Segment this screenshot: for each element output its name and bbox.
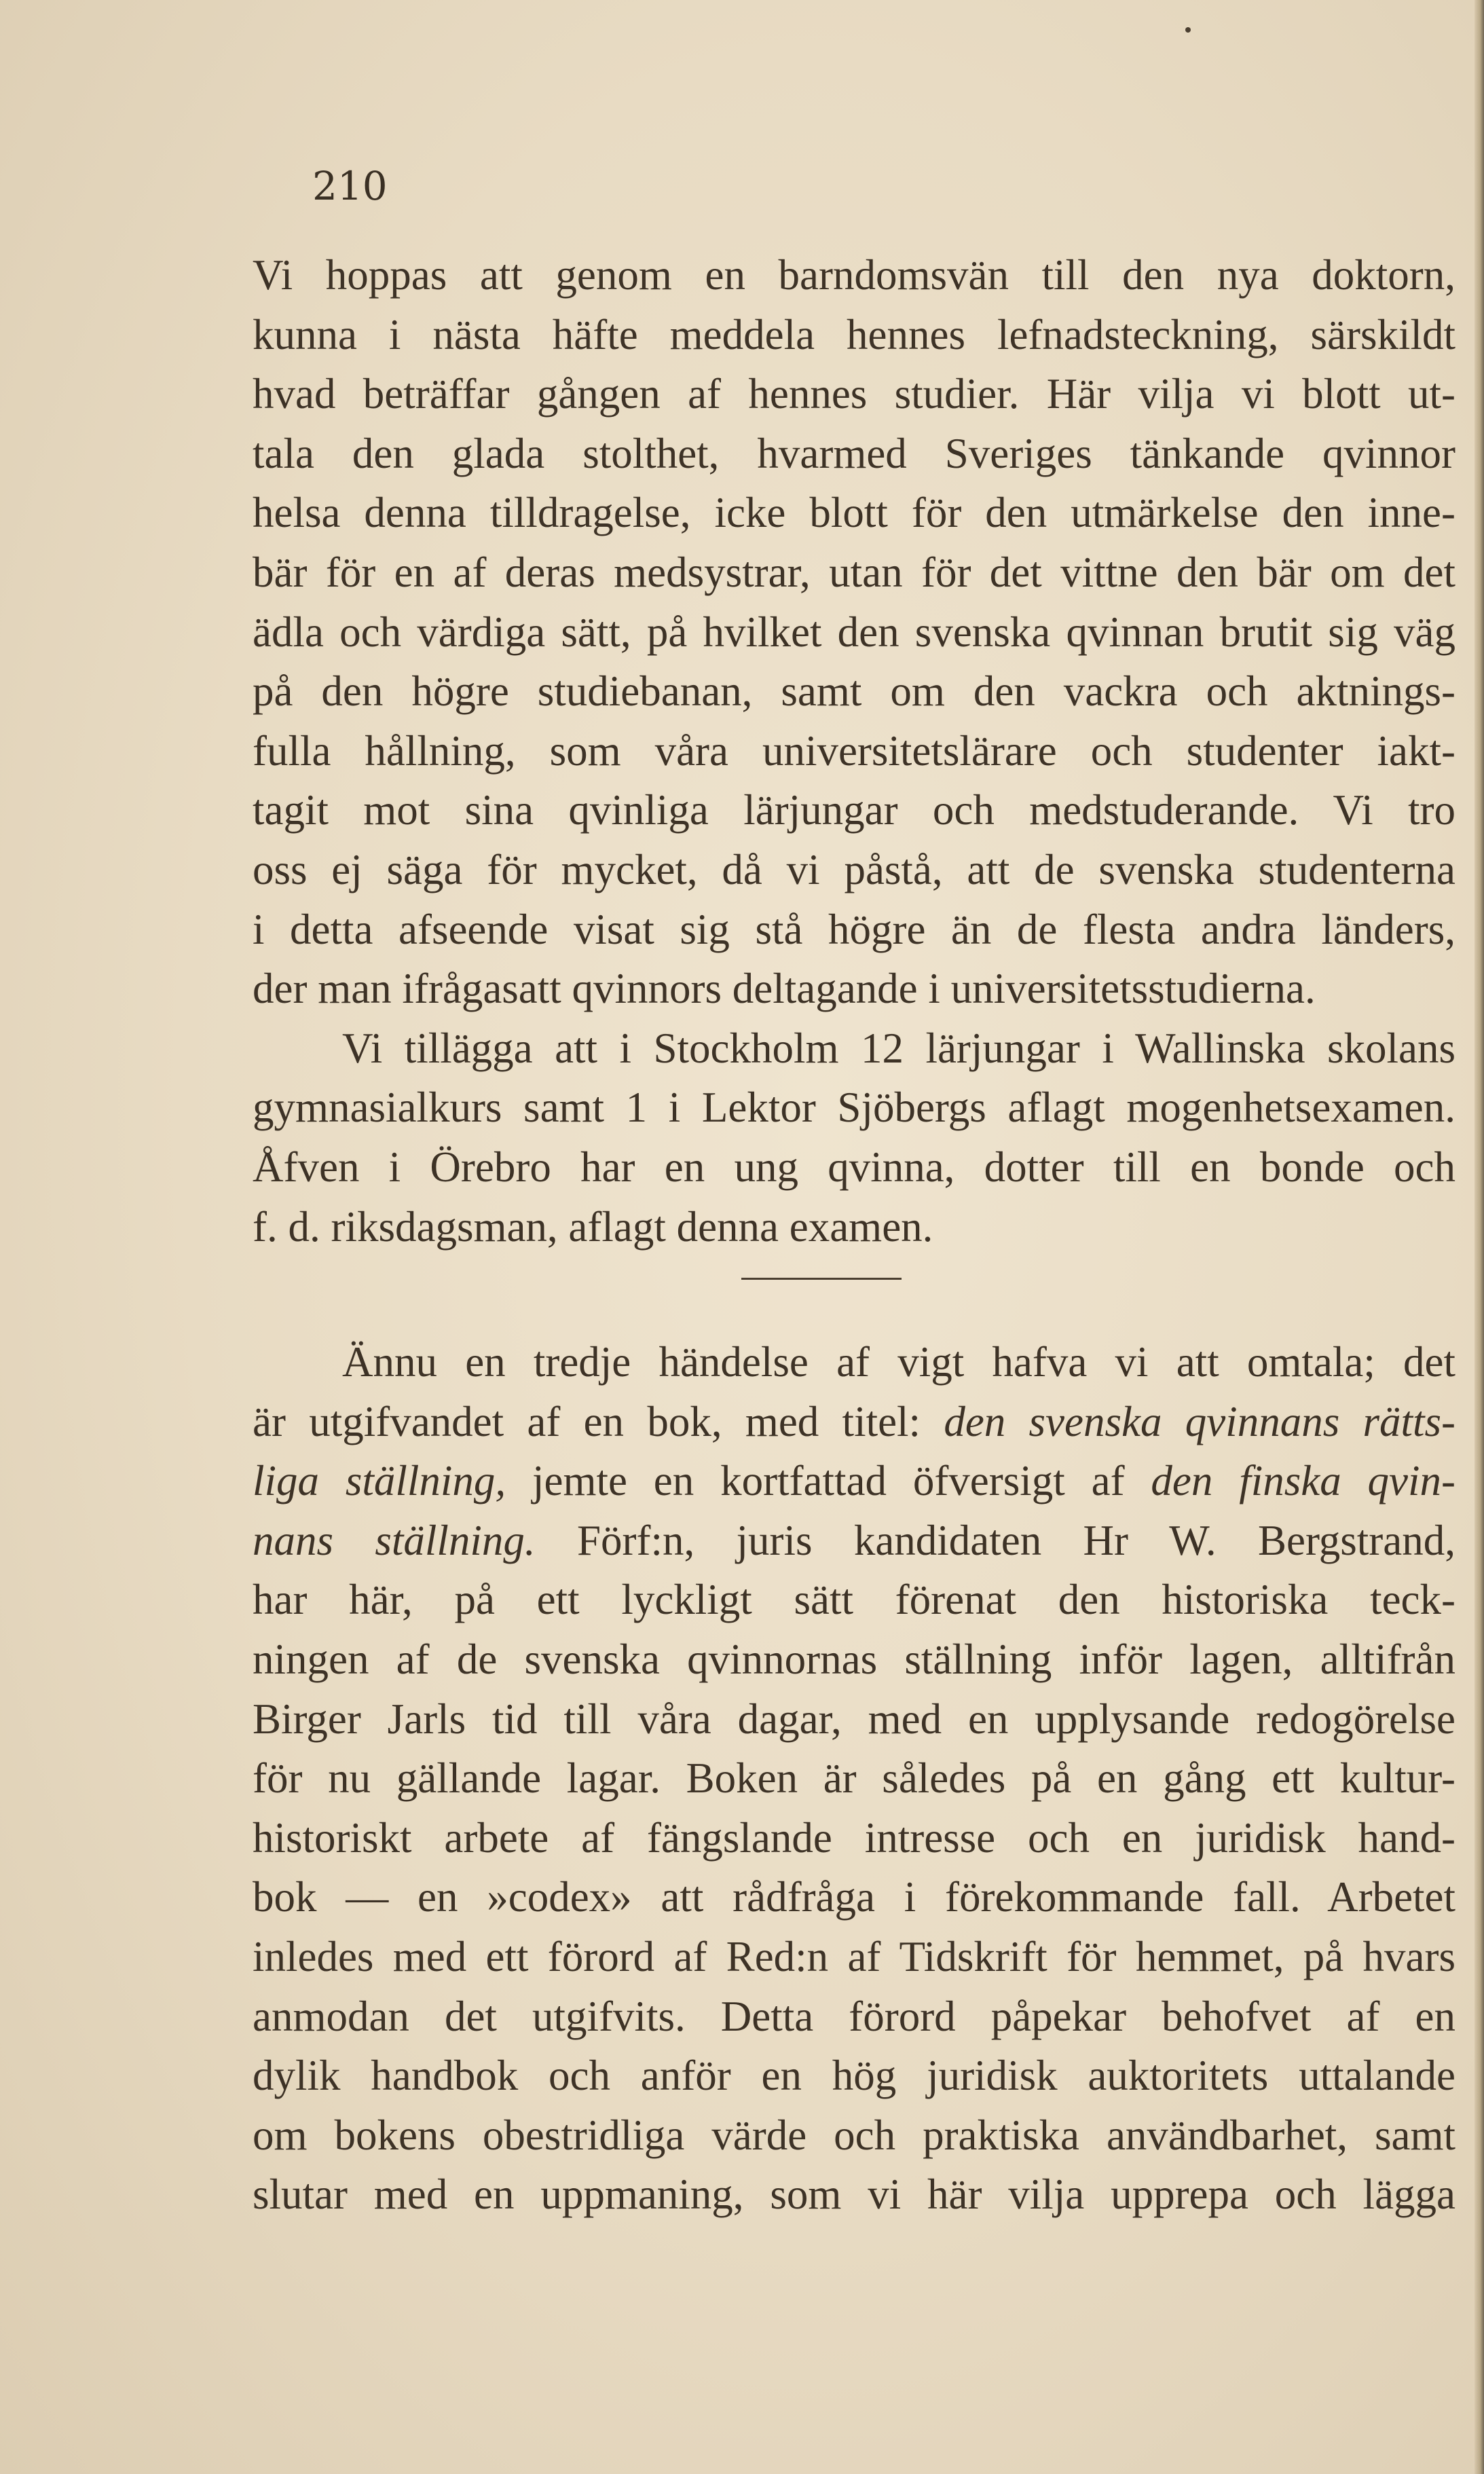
text-line: Åfven i Örebro har en ung qvinna, dotter till en bonde och bbox=[253, 1143, 1455, 1191]
book-title: liga ställning, bbox=[253, 1457, 506, 1505]
text-line-title bbox=[253, 1392, 1455, 1452]
text-line: tagit mot sina qvinliga lärjungar och medstuderande. Vi tro bbox=[253, 786, 1455, 834]
text-line: gymnasialkurs samt 1 i Lektor Sjöbergs aflagt mogenhetsexamen. bbox=[253, 1084, 1455, 1132]
text-line: hvad beträffar gången af hennes studier. Här vilja vi blott ut- bbox=[253, 370, 1455, 418]
text-line: oss ej säga för mycket, då vi påstå, att de svenska studenterna bbox=[253, 845, 1455, 893]
text-line: bär för en af deras medsystrar, utan för det vittne den bär om det bbox=[253, 548, 1455, 596]
text-line: bok — en »codex» att rådfråga i förekommande fall. Arbetet bbox=[253, 1873, 1455, 1921]
text-line: ädla och värdiga sätt, på hvilket den svenska qvinnan brutit sig väg bbox=[253, 608, 1455, 656]
text-line: slutar med en uppmaning, som vi här vilja upprepa och lägga bbox=[253, 2171, 1455, 2219]
text-line: der man ifrågasatt qvinnors deltagande i universitetsstudierna. bbox=[253, 965, 1316, 1013]
text-span: Förf:n, juris kandidaten Hr W. Bergstrand, bbox=[535, 1516, 1455, 1564]
text-line: Vi tillägga att i Stockholm 12 lärjungar i Wallinska skolans bbox=[342, 1024, 1455, 1072]
book-subtitle: den finska qvin- bbox=[1151, 1457, 1455, 1505]
section-gap bbox=[253, 1257, 1455, 1333]
text-span: jemte en kortfattad öfversigt af bbox=[506, 1457, 1151, 1505]
text-line: fulla hållning, som våra universitetslärare och studenter iakt- bbox=[253, 726, 1455, 775]
text-line-title bbox=[253, 1511, 1455, 1571]
text-line: ningen af de svenska qvinnornas ställning inför lagen, alltifrån bbox=[253, 1636, 1455, 1684]
text-line: på den högre studiebanan, samt om den vackra och aktnings- bbox=[253, 667, 1455, 716]
text-line: i detta afseende visat sig stå högre än de flesta andra länders, bbox=[253, 905, 1455, 953]
text-line: historiskt arbete af fängslande intresse och en juridisk hand- bbox=[253, 1813, 1455, 1862]
text-span: är utgifvandet af en bok, med titel: bbox=[253, 1397, 944, 1445]
text-line: för nu gällande lagar. Boken är således på en gång ett kultur- bbox=[253, 1754, 1455, 1803]
text-line: inledes med ett förord af Red:n af Tidskrift för hemmet, på hvars bbox=[253, 1933, 1455, 1981]
text-line: om bokens obestridliga värde och praktiska användbarhet, samt bbox=[253, 2111, 1455, 2159]
body-text bbox=[253, 246, 1455, 2225]
paragraph-1 bbox=[253, 246, 1455, 1019]
text-line: anmodan det utgifvits. Detta förord påpekar behofvet af en bbox=[253, 1992, 1455, 2040]
paragraph-2 bbox=[253, 1019, 1455, 1257]
text-line: tala den glada stolthet, hvarmed Sveriges tänkande qvinnor bbox=[253, 429, 1455, 477]
page-number: 210 bbox=[312, 163, 388, 209]
text-line: kunna i nästa häfte meddela hennes lefnadsteckning, särskildt bbox=[253, 310, 1455, 358]
text-line-title bbox=[253, 1452, 1455, 1511]
text-line: dylik handbok och anför en hög juridisk auktoritets uttalande bbox=[253, 2052, 1455, 2100]
paragraph-3 bbox=[253, 1333, 1455, 2225]
book-subtitle: nans ställning. bbox=[253, 1516, 536, 1564]
text-line: Birger Jarls tid till våra dagar, med en upplysande redogörelse bbox=[253, 1695, 1455, 1743]
ink-speck bbox=[1185, 27, 1191, 33]
text-line: Vi hoppas att genom en barndomsvän till den nya doktorn, bbox=[253, 251, 1455, 299]
page-edge-shadow bbox=[1474, 0, 1484, 2474]
text-line: har här, på ett lyckligt sätt förenat den historiska teck- bbox=[253, 1576, 1455, 1624]
section-divider-rule bbox=[741, 1278, 902, 1280]
text-line: f. d. riksdagsman, aflagt denna examen. bbox=[253, 1202, 933, 1251]
text-line: helsa denna tilldragelse, icke blott för den utmärkelse den inne- bbox=[253, 489, 1455, 537]
book-title: den svenska qvinnans rätts- bbox=[944, 1397, 1455, 1445]
text-line: Ännu en tredje händelse af vigt hafva vi att omtala; det bbox=[342, 1338, 1455, 1386]
